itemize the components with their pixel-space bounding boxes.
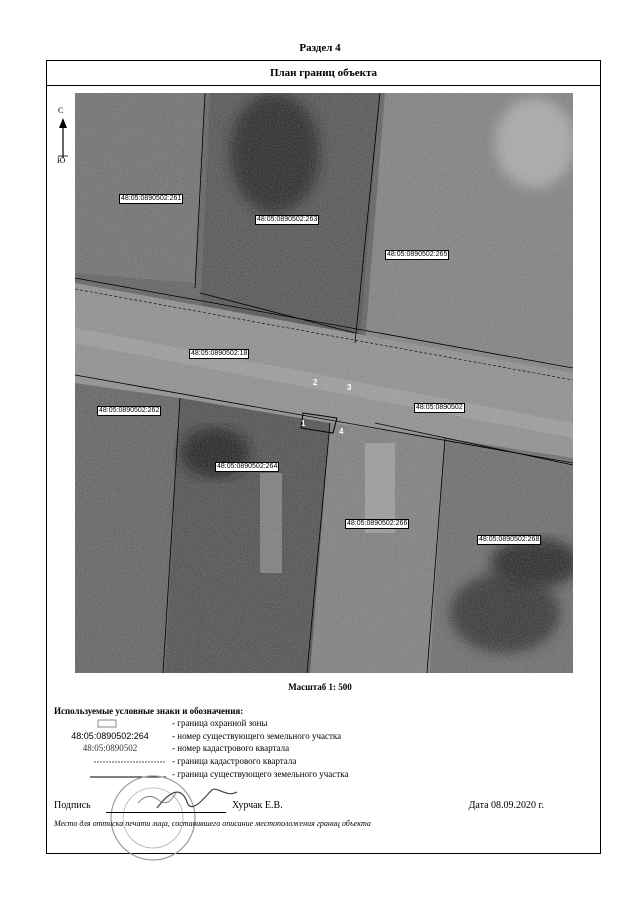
- page-title: План границ объекта: [46, 60, 601, 86]
- quarter-label: 48:05:0890502: [416, 404, 463, 411]
- signer-name: Хурчак Е.В.: [232, 800, 283, 811]
- signature-date: Дата 08.09.2020 г.: [468, 800, 544, 811]
- point-label: 4: [339, 427, 344, 436]
- legend-title: Используемые условные знаки и обозначения:: [54, 706, 244, 716]
- point-label: 1: [301, 419, 306, 428]
- parcel-label: 48:05:0890502:266: [347, 520, 408, 527]
- legend-desc: - граница кадастрового квартала: [172, 756, 297, 766]
- parcel-label: 48:05:0890502:264: [217, 463, 278, 470]
- point-label: 2: [313, 378, 318, 387]
- point-label: 3: [347, 383, 352, 392]
- aerial-map: [75, 93, 573, 673]
- signature-row: [54, 800, 544, 816]
- legend-desc: - граница существующего земельного участка: [172, 769, 349, 779]
- protection-zone-symbol: [54, 718, 166, 730]
- stamp-note: Место для оттиска печати лица, составившего описание местоположения границ объекта: [54, 819, 371, 828]
- quarter-number-symbol: 48:05:0890502: [82, 743, 138, 753]
- north-arrow: [56, 108, 70, 170]
- legend-desc: - номер кадастрового квартала: [172, 743, 290, 753]
- map-scale: Масштаб 1: 500: [288, 682, 352, 692]
- parcel-label: 48:05:0890502:18: [191, 350, 248, 357]
- aerial-photo: [75, 93, 573, 673]
- parcel-label: 48:05:0890502:265: [387, 251, 448, 258]
- handwritten-signature: [152, 784, 242, 814]
- quarter-boundary-symbol: [54, 756, 166, 768]
- north-label: С: [58, 106, 64, 115]
- section-title: Раздел 4: [299, 42, 341, 54]
- parcel-number-symbol: 48:05:0890502:264: [71, 731, 149, 741]
- parcel-label: 48:05:0890502:261: [121, 195, 182, 202]
- parcel-label: 48:05:0890502:262: [99, 407, 160, 414]
- signature-label: Подпись: [54, 800, 91, 811]
- parcel-label: 48:05:0890502:263: [257, 216, 318, 223]
- legend-desc: - номер существующего земельного участка: [172, 731, 342, 741]
- parcel-label: 48:05:0890502:268: [479, 536, 540, 543]
- legend-desc: - граница охранной зоны: [172, 718, 268, 728]
- south-label: Ю: [57, 156, 66, 165]
